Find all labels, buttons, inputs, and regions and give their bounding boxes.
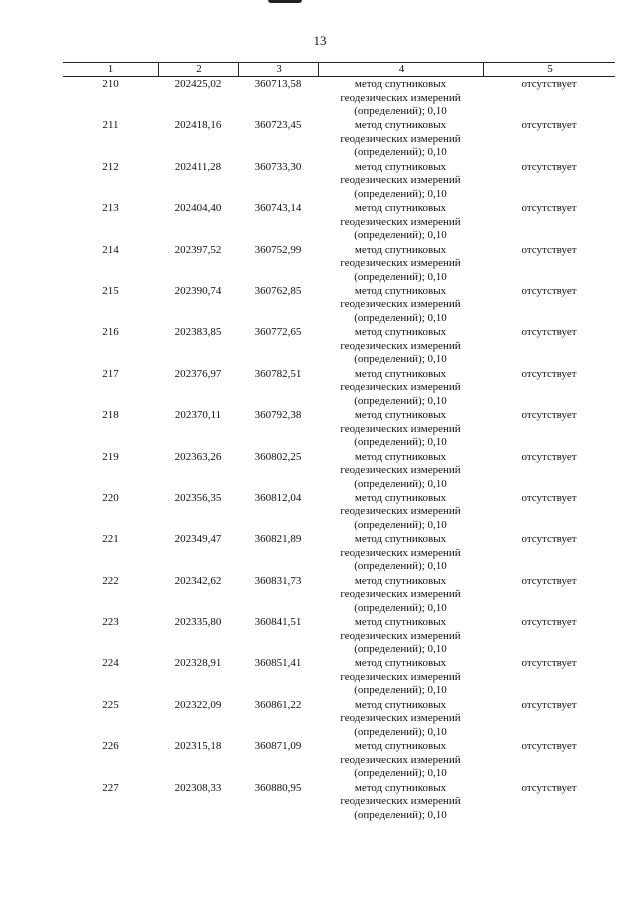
- point-number: 217: [102, 367, 119, 380]
- table-row: [63, 161, 615, 202]
- method-description: [318, 616, 483, 657]
- table-row: [63, 492, 615, 533]
- table-header: [63, 62, 615, 77]
- point-number: 223: [102, 616, 119, 629]
- page-number: 13: [313, 33, 327, 48]
- marker-description: отсутствует: [521, 533, 577, 546]
- method-line: метод спутниковых: [354, 326, 447, 339]
- point-number: 221: [102, 533, 119, 546]
- method-description: [318, 782, 483, 823]
- marker-description: отсутствует: [521, 160, 577, 173]
- method-line: (определений); 0,10: [354, 725, 447, 738]
- method-line: метод спутниковых: [354, 698, 447, 711]
- point-number: 220: [102, 491, 119, 504]
- table-row: [63, 285, 615, 326]
- method-line: метод спутниковых: [354, 367, 447, 380]
- method-line: геодезических измерений: [340, 381, 461, 394]
- table-row: [63, 657, 615, 698]
- marker-description: отсутствует: [521, 78, 577, 90]
- table-row: [63, 202, 615, 243]
- method-description: [318, 161, 483, 202]
- method-line: (определений); 0,10: [354, 311, 447, 324]
- method-line: метод спутниковых: [354, 119, 447, 132]
- method-line: геодезических измерений: [340, 298, 461, 311]
- marker-description: отсутствует: [521, 740, 577, 753]
- method-line: (определений); 0,10: [354, 187, 447, 200]
- coordinate-y: 360752,99: [254, 243, 302, 256]
- marker-description: отсутствует: [521, 284, 577, 297]
- method-description: [318, 575, 483, 616]
- table-row: [63, 451, 615, 492]
- coordinate-x: 202322,09: [174, 698, 222, 711]
- method-description: [318, 533, 483, 574]
- method-line: метод спутниковых: [354, 243, 447, 256]
- coordinate-y: 360792,38: [254, 409, 302, 422]
- point-number: 225: [102, 698, 119, 711]
- coordinate-x: 202411,28: [174, 160, 222, 173]
- column-header-2: 2: [158, 63, 239, 76]
- method-description: [318, 492, 483, 533]
- point-number: 218: [102, 409, 119, 422]
- method-line: метод спутниковых: [354, 740, 447, 753]
- table-row: [63, 409, 615, 450]
- coordinate-y: 360782,51: [254, 367, 302, 380]
- method-description: [318, 244, 483, 285]
- method-line: геодезических измерений: [340, 174, 461, 187]
- marker-description: отсутствует: [521, 616, 577, 629]
- marker-description: отсутствует: [521, 409, 577, 422]
- method-description: [318, 699, 483, 740]
- method-line: метод спутниковых: [354, 78, 447, 90]
- marker-description: отсутствует: [521, 119, 577, 132]
- coordinate-y: 360723,45: [254, 119, 302, 132]
- method-line: (определений); 0,10: [354, 105, 447, 117]
- method-line: (определений); 0,10: [354, 643, 447, 656]
- method-line: метод спутниковых: [354, 202, 447, 215]
- coordinate-y: 360851,41: [254, 657, 302, 670]
- method-description: [318, 657, 483, 698]
- marker-description: отсутствует: [521, 326, 577, 339]
- method-line: метод спутниковых: [354, 491, 447, 504]
- method-line: (определений); 0,10: [354, 808, 447, 821]
- point-number: 222: [102, 574, 119, 587]
- method-line: геодезических измерений: [340, 629, 461, 642]
- method-line: геодезических измерений: [340, 422, 461, 435]
- scan-artifact: [268, 0, 302, 3]
- table-row: [63, 575, 615, 616]
- method-description: [318, 285, 483, 326]
- method-description: [318, 368, 483, 409]
- column-header-4: 4: [318, 63, 484, 76]
- table-row: [63, 699, 615, 740]
- method-line: геодезических измерений: [340, 257, 461, 270]
- table-row: [63, 78, 615, 119]
- method-line: метод спутниковых: [354, 616, 447, 629]
- method-line: (определений); 0,10: [354, 229, 447, 242]
- marker-description: отсутствует: [521, 367, 577, 380]
- point-number: 219: [102, 450, 119, 463]
- point-number: 212: [102, 160, 119, 173]
- point-number: 210: [102, 78, 119, 90]
- marker-description: отсутствует: [521, 491, 577, 504]
- method-line: (определений); 0,10: [354, 518, 447, 531]
- method-description: [318, 78, 483, 119]
- marker-description: отсутствует: [521, 657, 577, 670]
- coordinate-x: 202425,02: [174, 78, 222, 90]
- coordinate-x: 202342,62: [174, 574, 222, 587]
- table-row: [63, 740, 615, 781]
- method-line: метод спутниковых: [354, 409, 447, 422]
- point-number: 226: [102, 740, 119, 753]
- column-header-1: 1: [107, 63, 114, 75]
- coordinate-x: 202328,91: [174, 657, 222, 670]
- coordinate-x: 202315,18: [174, 740, 222, 753]
- coordinate-y: 360733,30: [254, 160, 302, 173]
- method-line: геодезических измерений: [340, 464, 461, 477]
- method-line: (определений); 0,10: [354, 146, 447, 159]
- column-header-3: 3: [238, 63, 319, 76]
- table-row: [63, 326, 615, 367]
- method-line: (определений); 0,10: [354, 353, 447, 366]
- method-line: (определений); 0,10: [354, 601, 447, 614]
- method-line: метод спутниковых: [354, 657, 447, 670]
- method-line: геодезических измерений: [340, 132, 461, 145]
- coordinate-x: 202335,80: [174, 616, 222, 629]
- method-line: (определений); 0,10: [354, 767, 447, 780]
- coordinate-y: 360871,09: [254, 740, 302, 753]
- method-line: геодезических измерений: [340, 753, 461, 766]
- coordinate-x: 202404,40: [174, 202, 222, 215]
- table-row: [63, 616, 615, 657]
- method-line: геодезических измерений: [340, 712, 461, 725]
- coordinate-y: 360812,04: [254, 491, 302, 504]
- method-line: метод спутниковых: [354, 450, 447, 463]
- method-line: геодезических измерений: [340, 215, 461, 228]
- coordinate-x: 202370,11: [174, 409, 222, 422]
- coordinate-y: 360802,25: [254, 450, 302, 463]
- coordinate-x: 202349,47: [174, 533, 222, 546]
- method-line: геодезических измерений: [340, 546, 461, 559]
- coordinate-y: 360762,85: [254, 284, 302, 297]
- coordinate-x: 202397,52: [174, 243, 222, 256]
- method-line: (определений); 0,10: [354, 436, 447, 449]
- coordinate-x: 202418,16: [174, 119, 222, 132]
- method-line: геодезических измерений: [340, 588, 461, 601]
- method-line: геодезических измерений: [340, 795, 461, 808]
- table-row: [63, 533, 615, 574]
- method-line: (определений); 0,10: [354, 477, 447, 490]
- method-line: метод спутниковых: [354, 781, 447, 794]
- marker-description: отсутствует: [521, 202, 577, 215]
- coordinate-x: 202363,26: [174, 450, 222, 463]
- method-line: метод спутниковых: [354, 574, 447, 587]
- point-number: 227: [102, 781, 119, 794]
- point-number: 214: [102, 243, 119, 256]
- coordinate-y: 360821,89: [254, 533, 302, 546]
- method-description: [318, 326, 483, 367]
- column-header-5: 5: [483, 63, 616, 76]
- method-description: [318, 451, 483, 492]
- coordinate-x: 202308,33: [174, 781, 222, 794]
- point-number: 213: [102, 202, 119, 215]
- method-line: метод спутниковых: [354, 533, 447, 546]
- table-body: [63, 78, 615, 823]
- coordinate-y: 360841,51: [254, 616, 302, 629]
- method-line: (определений); 0,10: [354, 270, 447, 283]
- coordinate-y: 360831,73: [254, 574, 302, 587]
- marker-description: отсутствует: [521, 574, 577, 587]
- method-line: геодезических измерений: [340, 339, 461, 352]
- method-line: геодезических измерений: [340, 670, 461, 683]
- marker-description: отсутствует: [521, 698, 577, 711]
- marker-description: отсутствует: [521, 781, 577, 794]
- method-description: [318, 202, 483, 243]
- method-line: (определений); 0,10: [354, 394, 447, 407]
- coordinate-x: 202383,85: [174, 326, 222, 339]
- method-line: (определений); 0,10: [354, 560, 447, 573]
- coordinate-x: 202390,74: [174, 284, 222, 297]
- coordinate-y: 360861,22: [254, 698, 302, 711]
- point-number: 215: [102, 284, 119, 297]
- coordinate-y: 360743,14: [254, 202, 302, 215]
- table-row: [63, 119, 615, 160]
- method-line: метод спутниковых: [354, 284, 447, 297]
- method-description: [318, 740, 483, 781]
- point-number: 224: [102, 657, 119, 670]
- coordinate-y: 360713,58: [254, 78, 302, 90]
- method-description: [318, 119, 483, 160]
- method-line: геодезических измерений: [340, 91, 461, 104]
- table-row: [63, 368, 615, 409]
- point-number: 216: [102, 326, 119, 339]
- table-row: [63, 244, 615, 285]
- coordinate-y: 360880,95: [254, 781, 302, 794]
- coordinate-y: 360772,65: [254, 326, 302, 339]
- coordinate-x: 202376,97: [174, 367, 222, 380]
- method-line: геодезических измерений: [340, 505, 461, 518]
- table-row: [63, 782, 615, 823]
- method-description: [318, 409, 483, 450]
- method-line: метод спутниковых: [354, 160, 447, 173]
- coordinate-x: 202356,35: [174, 491, 222, 504]
- point-number: 211: [102, 119, 119, 132]
- marker-description: отсутствует: [521, 243, 577, 256]
- method-line: (определений); 0,10: [354, 684, 447, 697]
- marker-description: отсутствует: [521, 450, 577, 463]
